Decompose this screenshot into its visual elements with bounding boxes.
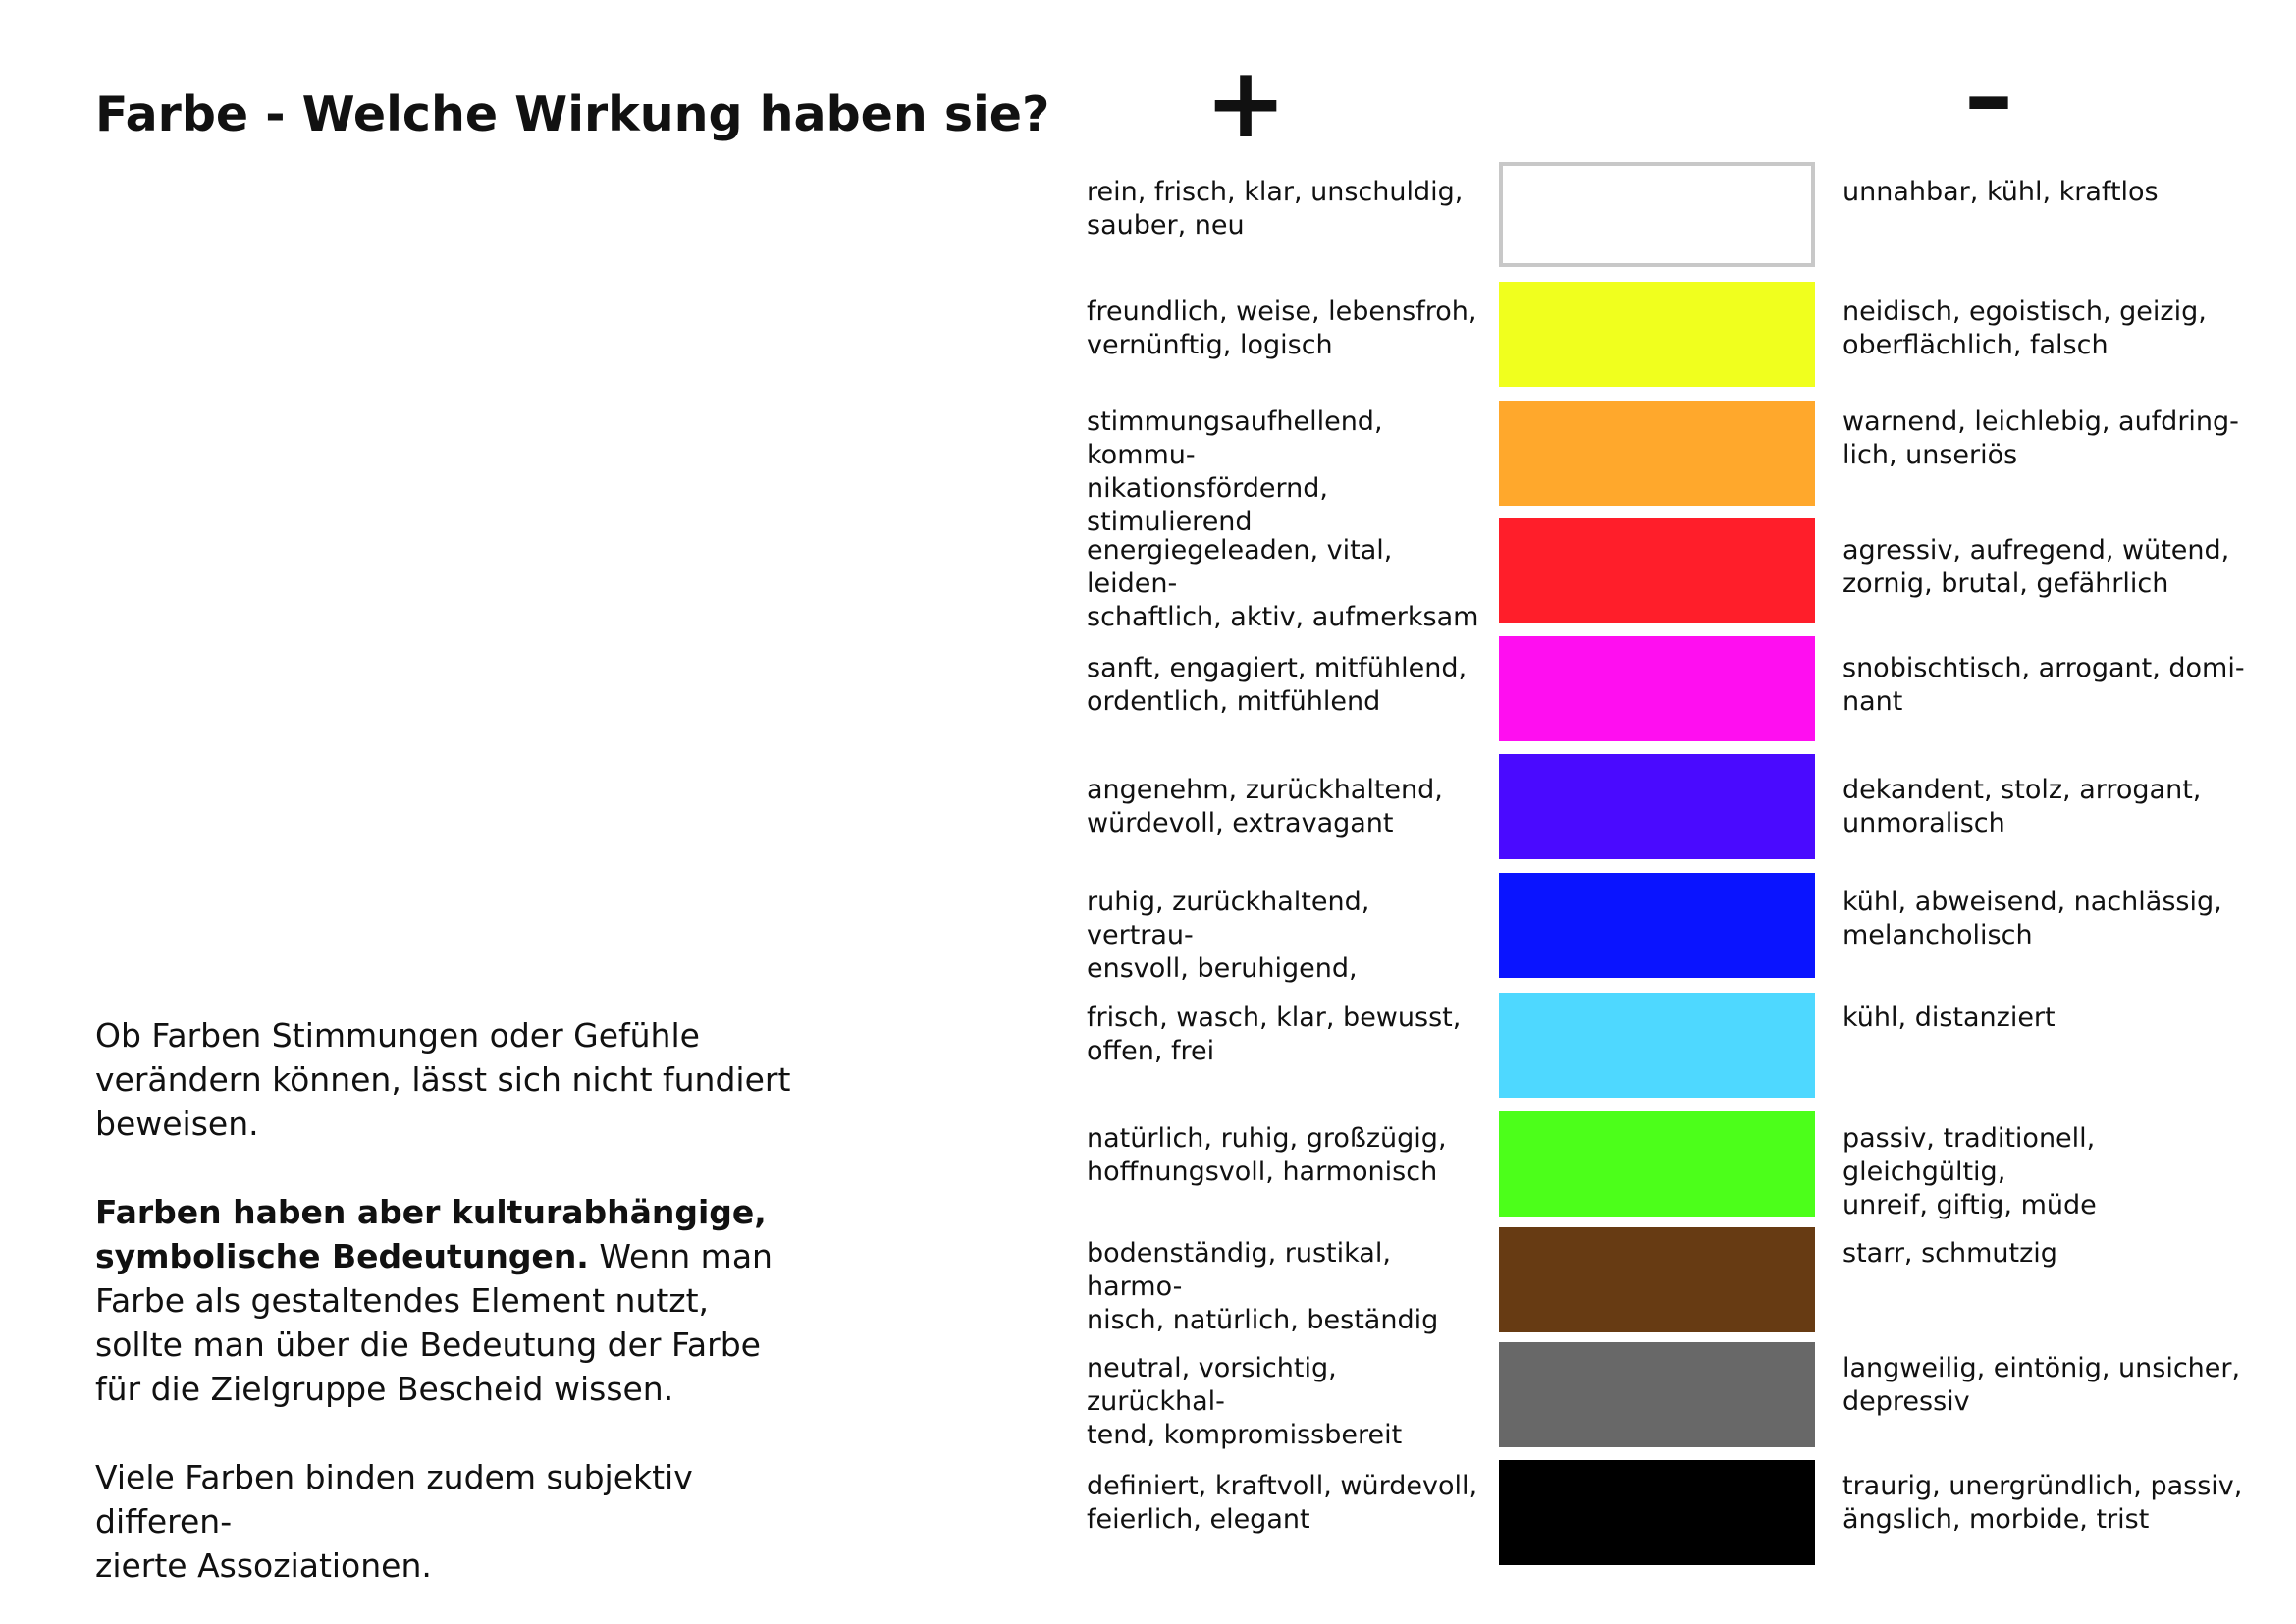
color-row — [0, 401, 2296, 537]
negative-associations: warnend, leichlebig, aufdring- lich, unseriös — [1842, 406, 2239, 470]
color-row — [0, 282, 2296, 387]
plus-column-header: + — [1204, 45, 1287, 160]
negative-associations: unnahbar, kühl, kraftlos — [1842, 177, 2159, 207]
minus-column-header: – — [1964, 38, 2013, 153]
intro-paragraph-1: Ob Farben Stimmungen oder Gefühle verändern können, lässt sich nicht fundiert beweisen. — [95, 1016, 791, 1143]
positive-associations: neutral, vorsichtig, zurückhal- tend, kompromissbereit — [1087, 1353, 1403, 1450]
negative-associations: kühl, abweisend, nachlässig, melancholisch — [1842, 887, 2222, 950]
color-swatch — [1499, 754, 1815, 859]
color-swatch — [1499, 636, 1815, 741]
positive-associations: sanft, engagiert, mitfühlend, ordentlich, mitfühlend — [1087, 653, 1468, 717]
color-row — [0, 1342, 2296, 1450]
positive-associations: rein, frisch, klar, unschuldig, sauber, neu — [1087, 177, 1464, 241]
positive-associations: ruhig, zurückhaltend, vertrau- ensvoll, beruhigend, — [1087, 887, 1370, 984]
negative-associations: passiv, traditionell, gleichgültig, unreif, giftig, müde — [1842, 1123, 2097, 1220]
negative-associations: agressiv, aufregend, wütend, zornig, brutal, gefährlich — [1842, 535, 2230, 599]
negative-associations: neidisch, egoistisch, geizig, oberflächlich, falsch — [1842, 297, 2207, 360]
color-swatch — [1499, 873, 1815, 978]
color-row — [0, 1460, 2296, 1565]
page-title: Farbe - Welche Wirkung haben sie? — [95, 86, 1050, 142]
color-row — [0, 162, 2296, 267]
color-swatch — [1499, 993, 1815, 1098]
intro-paragraph-2-bold: Farben haben aber kulturabhängige, symbolische Bedeutungen. — [95, 1193, 767, 1275]
color-row — [0, 518, 2296, 632]
positive-associations: angenehm, zurückhaltend, würdevoll, extravagant — [1087, 775, 1443, 839]
positive-associations: frisch, wasch, klar, bewusst, offen, frei — [1087, 1002, 1462, 1066]
color-row — [0, 873, 2296, 984]
color-row — [0, 1227, 2296, 1335]
negative-associations: dekandent, stolz, arrogant, unmoralisch — [1842, 775, 2202, 839]
positive-associations: bodenständig, rustikal, harmo- nisch, natürlich, beständig — [1087, 1238, 1439, 1335]
positive-associations: energiegeleaden, vital, leiden- schaftlich, aktiv, aufmerksam — [1087, 535, 1479, 632]
color-swatch — [1499, 162, 1815, 267]
negative-associations: snobischtisch, arrogant, domi- nant — [1842, 653, 2245, 717]
positive-associations: definiert, kraftvoll, würdevoll, feierlich, elegant — [1087, 1471, 1478, 1535]
negative-associations: langweilig, eintönig, unsicher, depressiv — [1842, 1353, 2241, 1417]
color-row — [0, 993, 2296, 1098]
intro-paragraph-3: Viele Farben binden zudem subjektiv differen- zierte Assoziationen. — [95, 1458, 693, 1585]
color-swatch — [1499, 401, 1815, 506]
color-swatch — [1499, 518, 1815, 623]
intro-paragraph-2-rest: Wenn man Farbe als gestaltendes Element nutzt, sollte man über die Bedeutung der Farbe für die Zielgruppe Bescheid wissen. — [95, 1237, 773, 1408]
negative-associations: traurig, unergründlich, passiv, ängslich, morbide, trist — [1842, 1471, 2243, 1535]
color-row — [0, 754, 2296, 859]
negative-associations: kühl, distanziert — [1842, 1002, 2056, 1033]
color-swatch — [1499, 1460, 1815, 1565]
color-swatch — [1499, 282, 1815, 387]
color-swatch — [1499, 1342, 1815, 1447]
positive-associations: freundlich, weise, lebensfroh, vernünftig, logisch — [1087, 297, 1477, 360]
positive-associations: natürlich, ruhig, großzügig, hoffnungsvoll, harmonisch — [1087, 1123, 1447, 1187]
color-swatch — [1499, 1227, 1815, 1332]
negative-associations: starr, schmutzig — [1842, 1238, 2057, 1269]
positive-associations: stimmungsaufhellend, kommu- nikationsfördernd, stimulierend — [1087, 406, 1383, 537]
color-swatch — [1499, 1111, 1815, 1217]
color-row — [0, 1111, 2296, 1220]
color-row — [0, 636, 2296, 741]
